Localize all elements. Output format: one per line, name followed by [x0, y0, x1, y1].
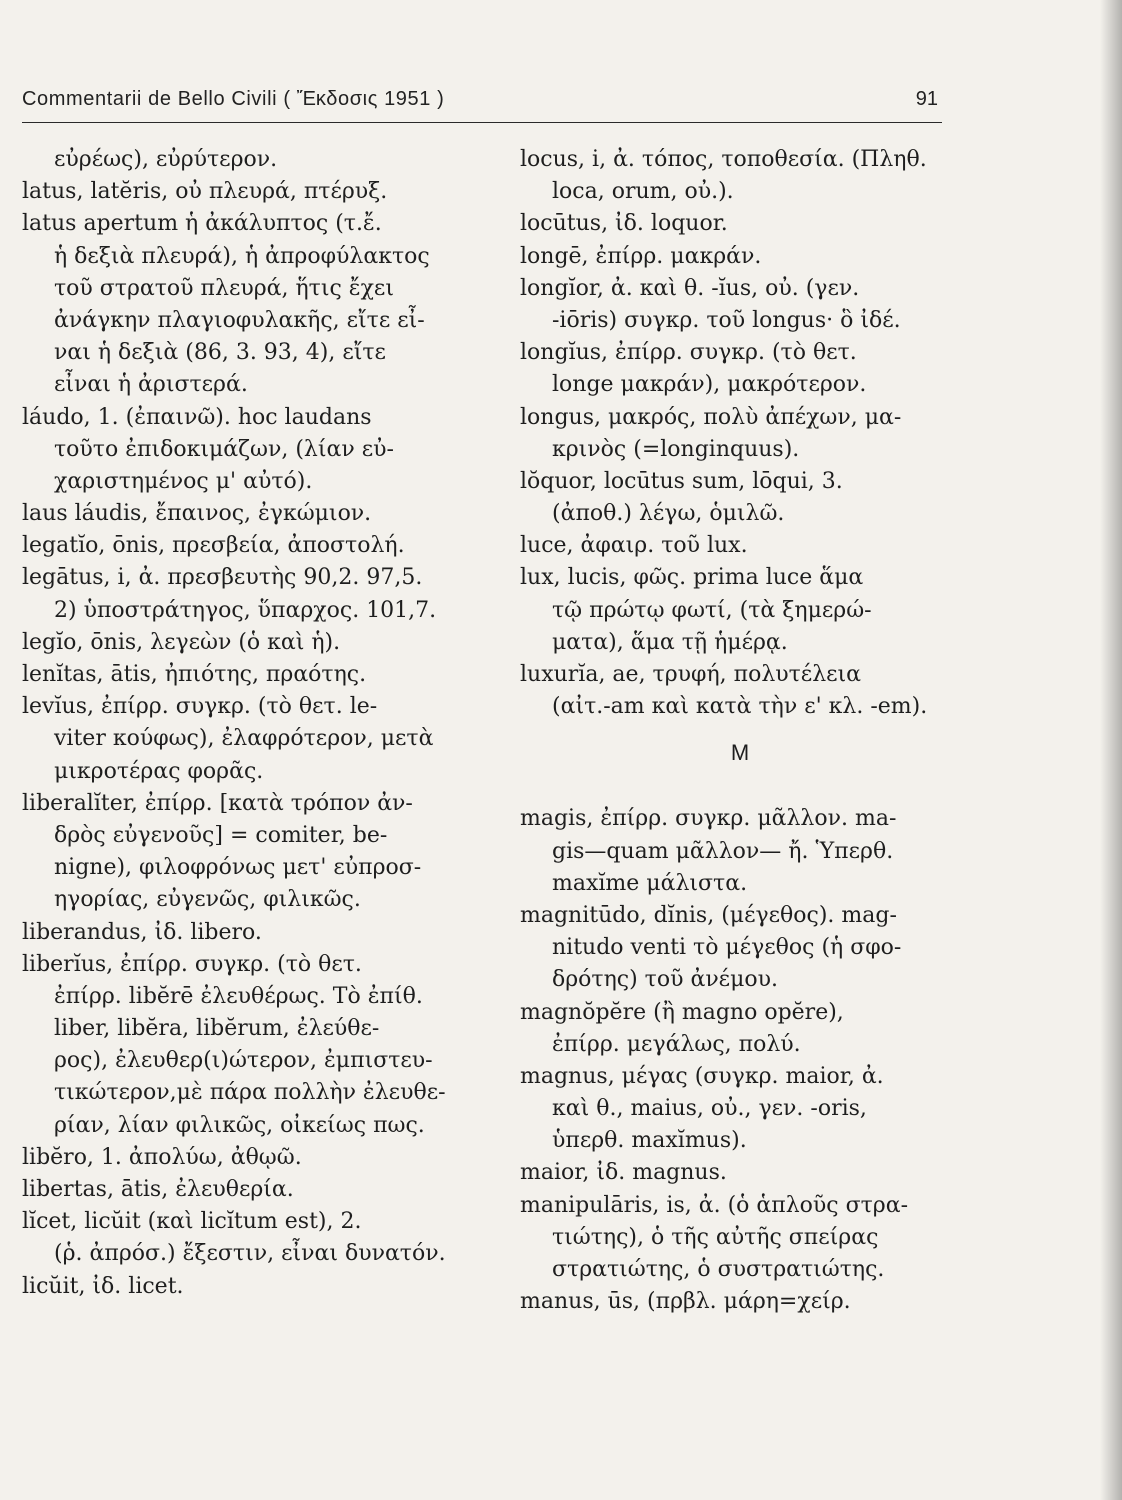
dictionary-line: locūtus, ἰδ. loquor. [520, 211, 728, 237]
dictionary-line: luce, ἀφαιρ. τοῦ lux. [520, 533, 748, 559]
dictionary-line: ἡ δεξιὰ πλευρά), ἡ ἀπροφύλακτος [54, 243, 430, 269]
dictionary-line: nigne), φιλοφρόνως μετ' εὐπροσ- [54, 855, 422, 881]
dictionary-line: 2) ὑποστράτηγος, ὕπαρχος. 101,7. [54, 597, 437, 623]
dictionary-line: licŭit, ἰδ. licet. [22, 1273, 184, 1299]
dictionary-line: longus, μακρός, πολὺ ἀπέχων, μα- [520, 404, 902, 430]
dictionary-line: longe μακράν), μακρότερον. [552, 372, 867, 398]
page-number: 91 [915, 88, 938, 110]
right-column-entries-m [520, 803, 960, 1318]
running-title: Commentarii de Bello Civili ( Ἔκδοσις 1951 ) [22, 88, 445, 110]
dictionary-line: maxĭme μάλιστα. [552, 870, 748, 896]
dictionary-line: (αἰτ.-am καὶ κατὰ τὴν ε' κλ. -em). [552, 694, 928, 720]
dictionary-line: longĭus, ἐπίρρ. συγκρ. (τὸ θετ. [520, 340, 857, 366]
dictionary-line: liberalĭter, ἐπίρρ. [κατὰ τρόπον ἀν- [22, 790, 413, 816]
dictionary-line: longĭor, ἀ. καὶ θ. -ĭus, οὐ. (γεν. [520, 275, 860, 301]
dictionary-line: lux, lucis, φῶς. prima luce ἅμα [520, 565, 864, 591]
dictionary-line: manus, ūs, (πρβλ. μάρη=χείρ. [520, 1289, 851, 1315]
dictionary-line: κρινὸς (=longinquus). [552, 436, 800, 462]
dictionary-line: laus láudis, ἔπαινος, ἐγκώμιον. [22, 501, 372, 527]
dictionary-line: magis, ἐπίρρ. συγκρ. μᾶλλον. ma- [520, 806, 897, 832]
dictionary-line: lŏquor, locūtus sum, lōqui, 3. [520, 468, 843, 494]
dictionary-line: δρότης) τοῦ ἀνέμου. [552, 967, 778, 993]
dictionary-line: τοῦ στρατοῦ πλευρά, ἥτις ἔχει [54, 275, 394, 301]
dictionary-line: ρίαν, λίαν φιλικῶς, οἰκείως πως. [54, 1112, 425, 1138]
right-column-entries-l [520, 144, 960, 723]
dictionary-line: εἶναι ἡ ἀριστερά. [54, 372, 248, 398]
dictionary-line: καὶ θ., maius, οὐ., γεν. -oris, [552, 1096, 867, 1122]
dictionary-line: ρος), ἐλευθερ(ι)ώτερον, ἐμπιστευ- [54, 1048, 433, 1074]
dictionary-line: τικώτερον,μὲ πάρα πολλὴν ἐλευθε- [54, 1080, 446, 1106]
dictionary-line: ἀνάγκην πλαγιοφυλακῆς, εἴτε εἶ- [54, 307, 425, 333]
dictionary-line: (ἀποθ.) λέγω, ὁμιλῶ. [552, 501, 785, 527]
dictionary-line: nitudo venti τὸ μέγεθος (ἡ σφο- [552, 935, 902, 961]
dictionary-line: libĕro, 1. ἀπολύω, ἀθῳῶ. [22, 1144, 302, 1170]
dictionary-line: láudo, 1. (ἐπαινῶ). hoc laudans [22, 404, 372, 430]
dictionary-line: ὑπερθ. maxĭmus). [552, 1128, 747, 1154]
dictionary-line: εὐρέως), εὐρύτερον. [54, 147, 278, 172]
dictionary-line: lĭcet, licŭit (καὶ licĭtum est), 2. [22, 1209, 362, 1235]
dictionary-line: χαριστημένος μ' αὐτό). [54, 468, 313, 494]
dictionary-line: luxurĭa, ae, τρυφή, πολυτέλεια [520, 662, 862, 687]
dictionary-line: ηγορίας, εὐγενῶς, φιλικῶς. [54, 887, 361, 913]
dictionary-line: liberandus, ἰδ. libero. [22, 919, 262, 945]
dictionary-line: magnŏpĕre (ἢ magno opĕre), [520, 999, 844, 1025]
dictionary-line: latus, latĕris, οὐ πλευρά, πτέρυξ. [22, 179, 388, 205]
dictionary-line: τιώτης), ὁ τῆς αὐτῆς σπείρας [552, 1224, 879, 1250]
page-header [22, 84, 942, 123]
dictionary-line: maior, ἰδ. magnus. [520, 1160, 727, 1186]
dictionary-line: lenĭtas, ātis, ἠπιότης, πραότης. [22, 662, 367, 687]
dictionary-line: τοῦτο ἐπιδοκιμάζων, (λίαν εὐ- [54, 436, 394, 462]
dictionary-line: viter κούφως), ἐλαφρότερον, μετὰ [54, 726, 434, 752]
dictionary-line: liber, libĕra, libĕrum, ἐλεύθε- [54, 1016, 380, 1042]
dictionary-line: magnitūdo, dĭnis, (μέγεθος). mag- [520, 902, 897, 928]
left-column [22, 144, 492, 1303]
dictionary-line: ναι ἡ δεξιὰ (86, 3. 93, 4), εἴτε [54, 340, 386, 366]
dictionary-line: latus apertum ἡ ἀκάλυπτος (τ.ἔ. [22, 211, 382, 237]
dictionary-line: ἐπίρρ. μεγάλως, πολύ. [552, 1031, 801, 1057]
dictionary-line: μικροτέρας φορᾶς. [54, 758, 264, 784]
dictionary-line: legatĭo, ōnis, πρεσβεία, ἀποστολή. [22, 533, 405, 559]
dictionary-line: magnus, μέγας (συγκρ. maior, ἀ. [520, 1063, 884, 1089]
dictionary-line: -iōris) συγκρ. τοῦ longus· ὃ ἰδέ. [552, 307, 901, 333]
section-letter-m: M [730, 740, 750, 766]
dictionary-line: δρὸς εὐγενοῦς] = comiter, be- [54, 822, 388, 848]
dictionary-line: manipulāris, is, ἀ. (ὁ ἁπλοῦς στρα- [520, 1192, 908, 1218]
dictionary-line: τῷ πρώτῳ φωτί, (τὰ ξημερώ- [552, 597, 872, 623]
dictionary-line: loca, orum, οὐ.). [552, 179, 734, 205]
dictionary-line: longē, ἐπίρρ. μακράν. [520, 243, 762, 269]
dictionary-line: στρατιώτης, ὁ συστρατιώτης. [552, 1257, 885, 1282]
dictionary-line: (ῥ. ἀπρόσ.) ἔξεστιν, εἶναι δυνατόν. [54, 1241, 446, 1267]
dictionary-line: libertas, ātis, ἐλευθερία. [22, 1177, 294, 1202]
page-edge-shadow [1100, 0, 1122, 1500]
dictionary-line: liberĭus, ἐπίρρ. συγκρ. (τὸ θετ. [22, 951, 362, 977]
dictionary-line: levĭus, ἐπίρρ. συγκρ. (τὸ θετ. le- [22, 694, 378, 720]
right-column [520, 144, 960, 1318]
dictionary-line: locus, i, ἀ. τόπος, τοποθεσία. (Πληθ. [520, 147, 927, 172]
dictionary-line: legĭo, ōnis, λεγεὼν (ὁ καὶ ἡ). [22, 629, 341, 655]
dictionary-line: ἐπίρρ. libĕrē ἐλευθέρως. Τὸ ἐπίθ. [54, 983, 423, 1009]
dictionary-line: gis—quam μᾶλλον— ἤ. Ὑπερθ. [552, 838, 894, 864]
dictionary-line: legātus, i, ἀ. πρεσβευτὴς 90,2. 97,5. [22, 565, 423, 591]
dictionary-line: ματα), ἅμα τῇ ἡμέρᾳ. [552, 629, 788, 655]
